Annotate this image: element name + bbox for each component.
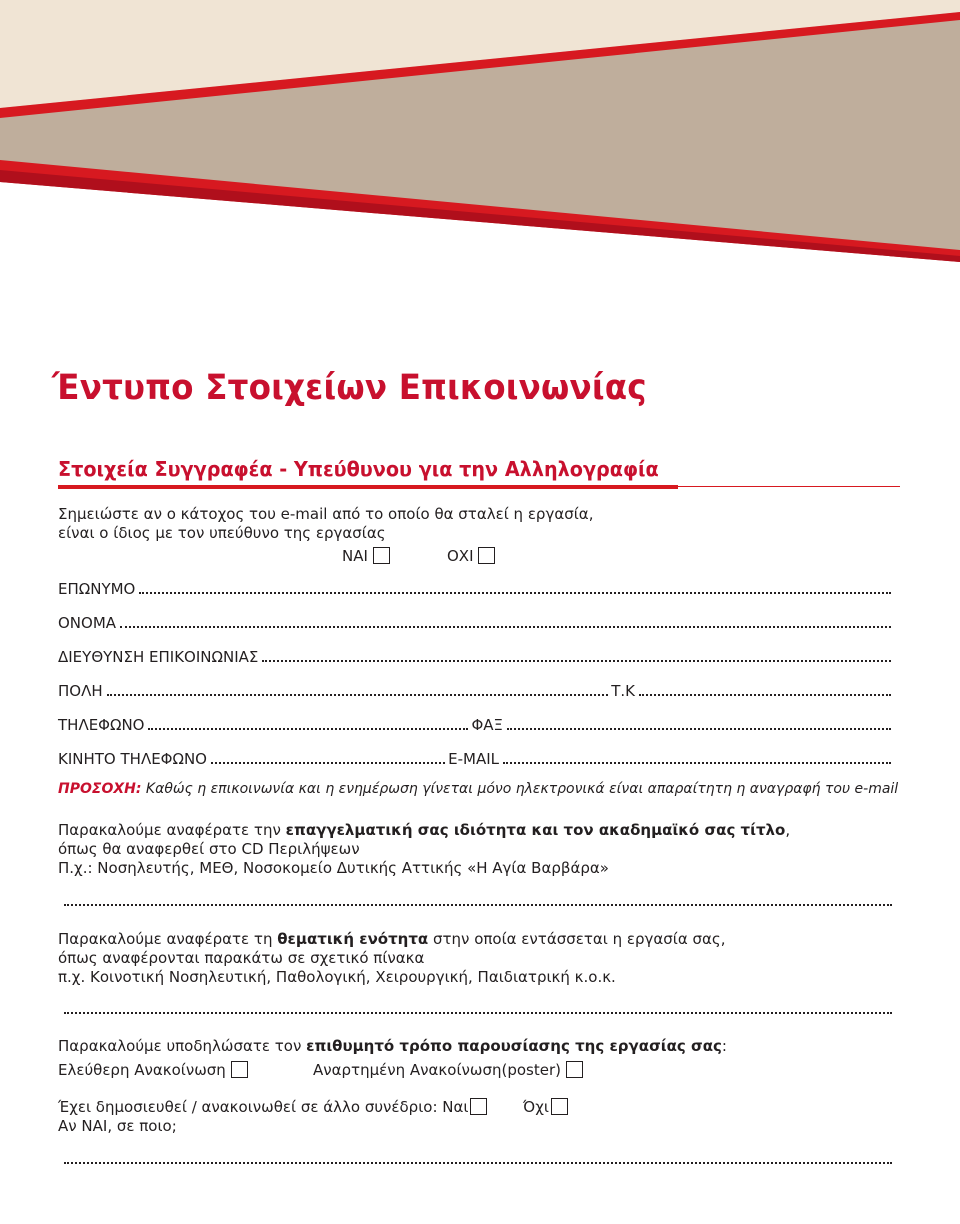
- phone-row: [58, 714, 894, 734]
- notice: [58, 781, 898, 797]
- published-no-label: Όχι: [523, 1098, 549, 1116]
- no-option: [447, 546, 495, 566]
- fax-field[interactable]: [507, 728, 891, 730]
- city-label: ΠΟΛΗ: [58, 682, 103, 700]
- published-question: [58, 1097, 568, 1117]
- profession-post: ,: [785, 821, 791, 839]
- name-field[interactable]: [120, 626, 891, 628]
- published-yes-label: Ναι: [442, 1098, 469, 1116]
- postal-code-label: Τ.Κ: [611, 682, 635, 700]
- profession-pre: Παρακαλούμε αναφέρατε την: [58, 821, 286, 839]
- header-banner: [0, 0, 960, 300]
- address-field[interactable]: [262, 660, 891, 662]
- postal-code-field[interactable]: [639, 694, 891, 696]
- email-label: E-MAIL: [448, 750, 499, 768]
- surname-label: ΕΠΩΝΥΜΟ: [58, 580, 136, 598]
- published-question-text: Έχει δημοσιευθεί / ανακοινωθεί σε άλλο συνέδριο:: [58, 1098, 438, 1116]
- name-row: [58, 612, 894, 632]
- topic-post: στην οποία εντάσσεται η εργασία σας,: [428, 930, 726, 948]
- poster-label: Αναρτημένη Ανακοίνωση(poster): [313, 1061, 561, 1079]
- topic-field[interactable]: [64, 1012, 892, 1014]
- profession-field[interactable]: [64, 904, 892, 906]
- topic-line-2: όπως αναφέρονται παρακάτω σε σχετικό πίνακα: [58, 949, 425, 967]
- yes-checkbox[interactable]: [373, 547, 390, 564]
- address-label: ΔΙΕΥΘΥΝΣΗ ΕΠΙΚΟΙΝΩΝΙΑΣ: [58, 648, 259, 666]
- topic-bold: θεματική ενότητα: [277, 930, 429, 948]
- notice-label: ΠΡΟΣΟΧΗ:: [58, 781, 142, 797]
- city-row: [58, 680, 894, 700]
- fax-label: ΦΑΞ: [471, 716, 503, 734]
- topic-line-1: [58, 929, 725, 949]
- profession-line-1: [58, 820, 790, 840]
- profession-bold: επαγγελματική σας ιδιότητα και τον ακαδημαϊκό σας τίτλο: [285, 821, 786, 839]
- yes-option: [342, 546, 390, 566]
- presentation-bold: επιθυμητό τρόπο παρουσίασης της εργασίας σας: [306, 1037, 722, 1055]
- presentation-post: :: [721, 1037, 727, 1055]
- surname-row: [58, 578, 894, 598]
- form-title: Έντυπο Στοιχείων Επικοινωνίας: [52, 368, 647, 408]
- section-underline: [58, 485, 678, 489]
- oral-checkbox[interactable]: [231, 1061, 248, 1078]
- intro-line-1: Σημειώστε αν ο κάτοχος του e-mail από το οποίο θα σταλεί η εργασία,: [58, 505, 594, 523]
- mobile-row: [58, 748, 894, 768]
- mobile-field[interactable]: [211, 762, 445, 764]
- topic-example: π.χ. Κοινοτική Νοσηλευτική, Παθολογική, Χειρουργική, Παιδιατρική κ.ο.κ.: [58, 968, 616, 986]
- topic-pre: Παρακαλούμε αναφέρατε τη: [58, 930, 278, 948]
- published-yes-checkbox[interactable]: [470, 1098, 487, 1115]
- mobile-label: ΚΙΝΗΤΟ ΤΗΛΕΦΩΝΟ: [58, 750, 207, 768]
- oral-label: Ελεύθερη Ανακοίνωση: [58, 1061, 226, 1079]
- phone-field[interactable]: [148, 728, 468, 730]
- presentation-pre: Παρακαλούμε υποδηλώσατε τον: [58, 1037, 307, 1055]
- notice-text: Καθώς η επικοινωνία και η ενημέρωση γίνεται μόνο ηλεκτρονικά είναι απαραίτητη η αναγραφή του e-mail: [141, 781, 899, 797]
- presentation-line: [58, 1036, 727, 1056]
- profession-line-2: όπως θα αναφερθεί στο CD Περιλήψεων: [58, 840, 360, 858]
- name-label: ΟΝΟΜΑ: [58, 614, 117, 632]
- section-title: Στοιχεία Συγγραφέα - Υπεύθυνου για την Αλληλογραφία: [58, 457, 659, 481]
- published-no-checkbox[interactable]: [551, 1098, 568, 1115]
- address-row: [58, 646, 894, 666]
- poster-option: [313, 1060, 583, 1080]
- intro-line-2: είναι ο ίδιος με τον υπεύθυνο της εργασίας: [58, 524, 386, 542]
- no-checkbox[interactable]: [478, 547, 495, 564]
- published-which-field[interactable]: [64, 1162, 892, 1164]
- yes-label: ΝΑΙ: [342, 547, 368, 565]
- poster-checkbox[interactable]: [566, 1061, 583, 1078]
- phone-label: ΤΗΛΕΦΩΝΟ: [58, 716, 145, 734]
- oral-option: [58, 1060, 248, 1080]
- published-which: Αν ΝΑΙ, σε ποιο;: [58, 1117, 177, 1135]
- profession-example: Π.χ.: Νοσηλευτής, ΜΕΘ, Νοσοκομείο Δυτικής Αττικής «Η Αγία Βαρβάρα»: [58, 859, 609, 877]
- no-label: ΟΧΙ: [447, 547, 474, 565]
- city-field[interactable]: [107, 694, 609, 696]
- section-underline-thin: [678, 486, 900, 487]
- email-field[interactable]: [503, 762, 891, 764]
- surname-field[interactable]: [139, 592, 891, 594]
